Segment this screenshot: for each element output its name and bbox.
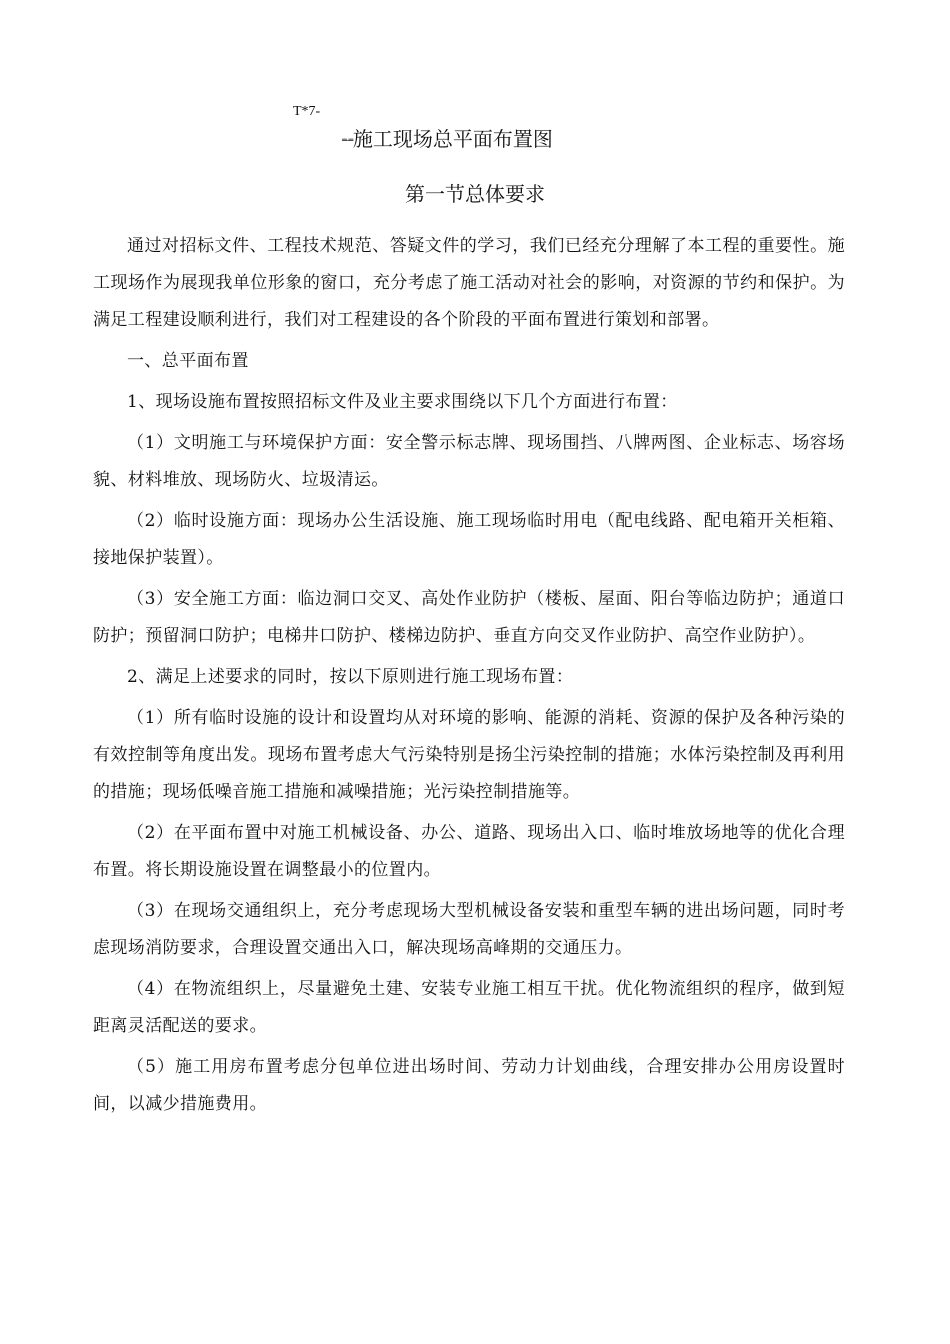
paragraph: （2）临时设施方面：现场办公生活设施、施工现场临时用电（配电线路、配电箱开关柜箱、接地保护装置）。: [93, 511, 845, 568]
paragraph: 一、总平面布置: [127, 351, 249, 371]
title-prefix: ═-═: [342, 135, 353, 145]
paragraph: 2、满足上述要求的同时，按以下原则进行施工现场布置：: [127, 667, 574, 687]
paragraph: （4）在物流组织上，尽量避免土建、安装专业施工相互干扰。优化物流组织的程序，做到短距离灵活配送的要求。: [93, 979, 845, 1036]
paragraph: 通过对招标文件、工程技术规范、答疑文件的学习，我们已经充分理解了本工程的重要性。施工现场作为展现我单位形象的窗口，充分考虑了施工活动对社会的影响，对资源的节约和保护。为满足工程建设顺利进行，我们对工程建设的各个阶段的平面布置进行策划和部署。: [93, 236, 845, 330]
paragraph: （1）所有临时设施的设计和设置均从对环境的影响、能源的消耗、资源的保护及各种污染的有效控制等角度出发。现场布置考虑大气污染特别是扬尘污染控制的措施；水体污染控制及再利用的措施；现场低噪音施工措施和减噪措施；光污染控制措施等。: [93, 708, 845, 802]
paragraph: （3）安全施工方面：临边洞口交叉、高处作业防护（楼板、屋面、阳台等临边防护；通道口防护；预留洞口防护；电梯井口防护、楼梯边防护、垂直方向交叉作业防护、高空作业防护）。: [93, 589, 845, 646]
section-title: 第一节总体要求: [405, 182, 545, 206]
paragraph: （5）施工用房布置考虑分包单位进出场时间、劳动力计划曲线，合理安排办公用房设置时间，以减少措施费用。: [93, 1057, 845, 1114]
paragraph: 1、现场设施布置按照招标文件及业主要求围绕以下几个方面进行布置：: [127, 392, 678, 412]
paragraph: （1）文明施工与环境保护方面：安全警示标志牌、现场围挡、八牌两图、企业标志、场容场貌、材料堆放、现场防火、垃圾清运。: [93, 433, 845, 490]
header-mark: T*7-: [293, 104, 321, 119]
paragraph: （3）在现场交通组织上，充分考虑现场大型机械设备安装和重型车辆的进出场问题，同时考虑现场消防要求，合理设置交通出入口，解决现场高峰期的交通压力。: [93, 901, 845, 958]
page-title: [342, 126, 553, 154]
title-text: 施工现场总平面布置图: [352, 127, 553, 151]
document-body: [93, 228, 845, 1127]
paragraph: （2）在平面布置中对施工机械设备、办公、道路、现场出入口、临时堆放场地等的优化合理布置。将长期设施设置在调整最小的位置内。: [93, 823, 845, 880]
